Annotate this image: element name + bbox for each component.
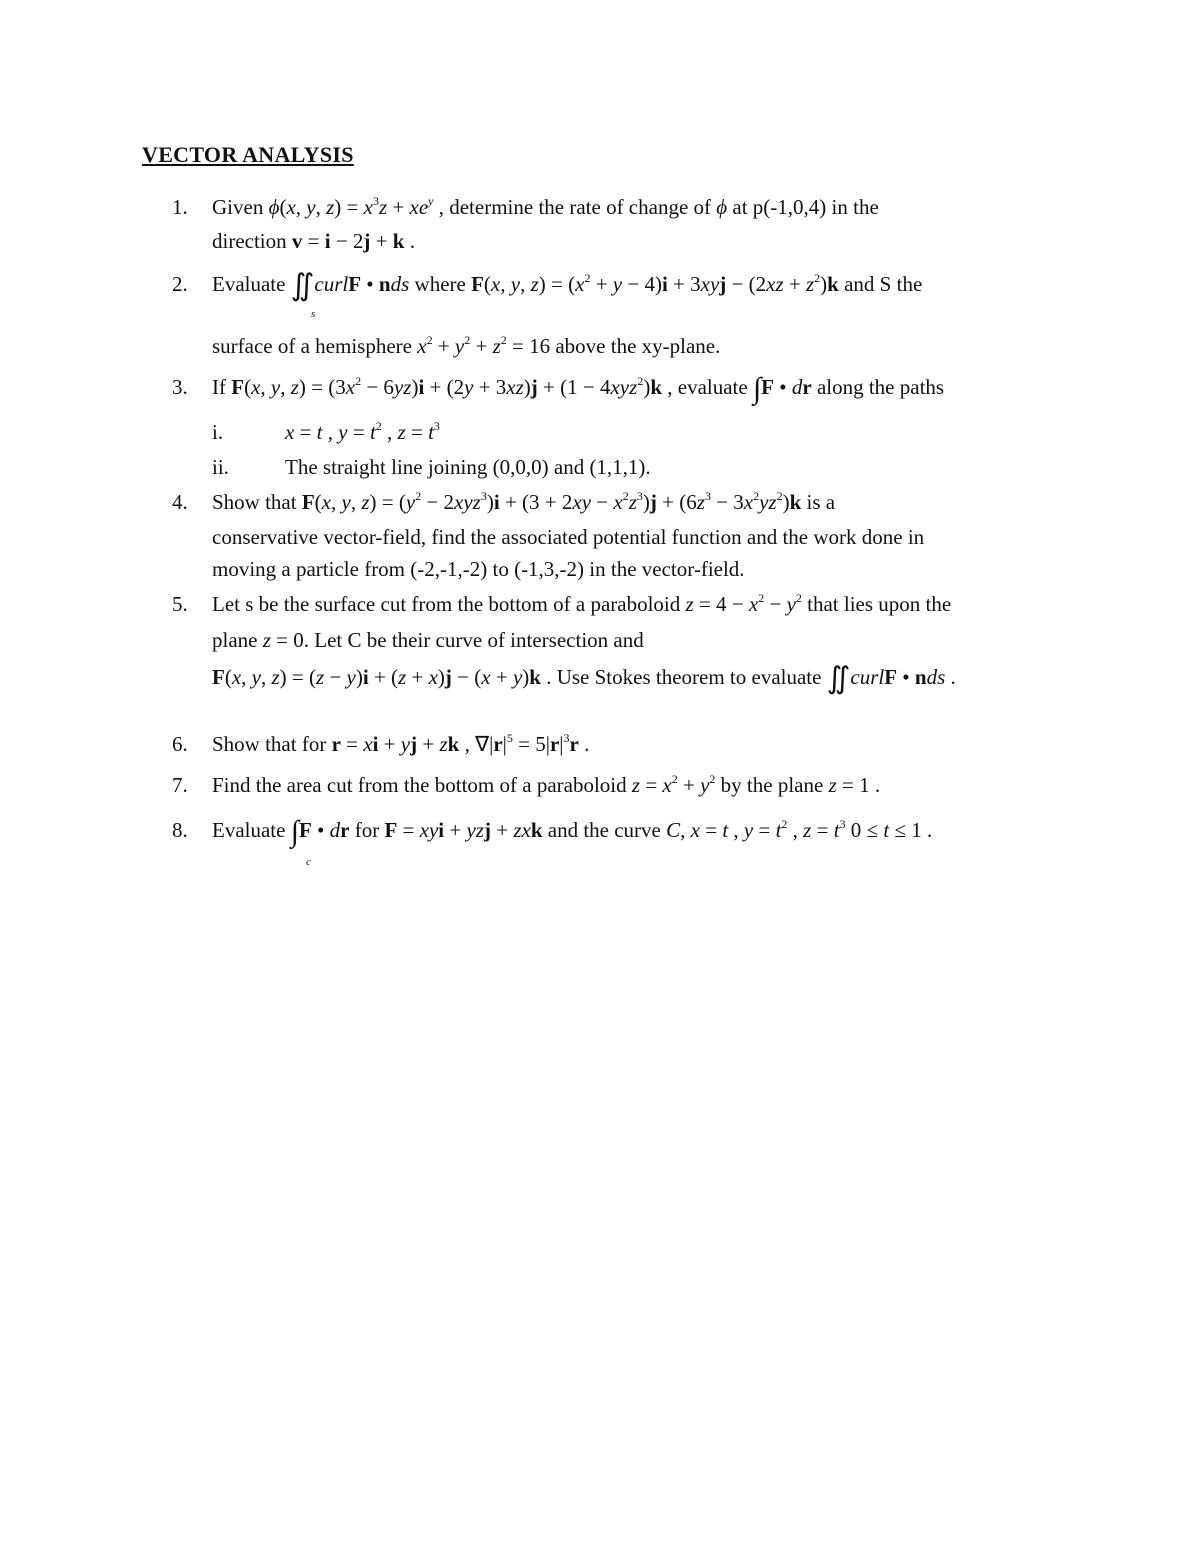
item-1-line-1: Given ϕ(x, y, $z) = x^3z + xe^y$ , determine the rate of change of ϕ at p(-1,0,4) in the: [212, 194, 879, 219]
item-2-line-2: surface of a hemisphere $x^2 + y^2 + z^2 = 16$ above the xy-plane.: [212, 333, 721, 358]
item-8-line-1: Evaluate ∫F • dr for F = xyi + yzj + zxk and the curve C, x = t , $y = t^2$ , $z = t^3$ 0 ≤ t ≤ 1 .: [212, 815, 933, 848]
subitem-number: ii.: [212, 455, 229, 479]
item-number: 1.: [172, 195, 188, 219]
item-7-line-1: Find the area cut from the bottom of a paraboloid $z = x^2 + y^2$ by the plane z = 1 .: [212, 772, 881, 797]
document-title: VECTOR ANALYSIS: [142, 142, 354, 167]
item-number: 8.: [172, 818, 188, 842]
item-5-line-1: Let s be the surface cut from the bottom of a paraboloid $z = 4 - x^2 - y^2$ that lies upon the: [212, 591, 952, 616]
item-5-line-2: plane z = 0. Let C be their curve of intersection and: [212, 628, 644, 652]
integral-subscript: s: [311, 308, 316, 320]
item-2-line-1: Evaluate ∬curlF • nds where F(x, y, $z) = (x^2 + y - 4)i + 3xyj - (2xz + z^2)k$ and S the: [212, 269, 923, 302]
item-4-line-3: moving a particle from (-2,-1,-2) to (-1,3,-2) in the vector-field.: [212, 557, 745, 581]
item-number: 5.: [172, 592, 188, 616]
subitem-number: i.: [212, 420, 224, 444]
item-number: 2.: [172, 272, 188, 296]
item-6-line-1: Show that for r = xi + yj + zk , $\nabla|r|^5 = 5|r|^3r$ .: [212, 731, 590, 756]
item-number: 3.: [172, 375, 188, 399]
subitem-ii-text: The straight line joining (0,0,0) and (1,1,1).: [285, 455, 651, 479]
item-number: 7.: [172, 773, 188, 797]
item-number: 4.: [172, 490, 188, 514]
integral-subscript: c: [306, 856, 311, 868]
item-number: 6.: [172, 732, 188, 756]
item-4-line-1: Show that F(x, y, $z) = (y^2 - 2xyz^3)i + (3 + 2xy - x^2z^3)j + (6z^3 - 3x^2yz^2)k$ is a: [212, 489, 836, 514]
item-1-line-2: direction v = i − 2j + k .: [212, 229, 415, 253]
item-5-line-3: F(x, y, z) = (z − y)i + (z + x)j − (x + y)k . Use Stokes theorem to evaluate ∬curlF • nds .: [212, 662, 956, 695]
item-3-line-1: If F(x, y, $z) = (3x^2 - 6yz)i + (2y + 3xz)j + (1 - 4xyz^2)k$ , evaluate ∫F • dr along the paths: [212, 372, 945, 405]
subitem-i-text: x = t , $y = t^2$ , $z = t^3$: [285, 419, 440, 444]
item-4-line-2: conservative vector-field, find the associated potential function and the work done in: [212, 525, 925, 549]
